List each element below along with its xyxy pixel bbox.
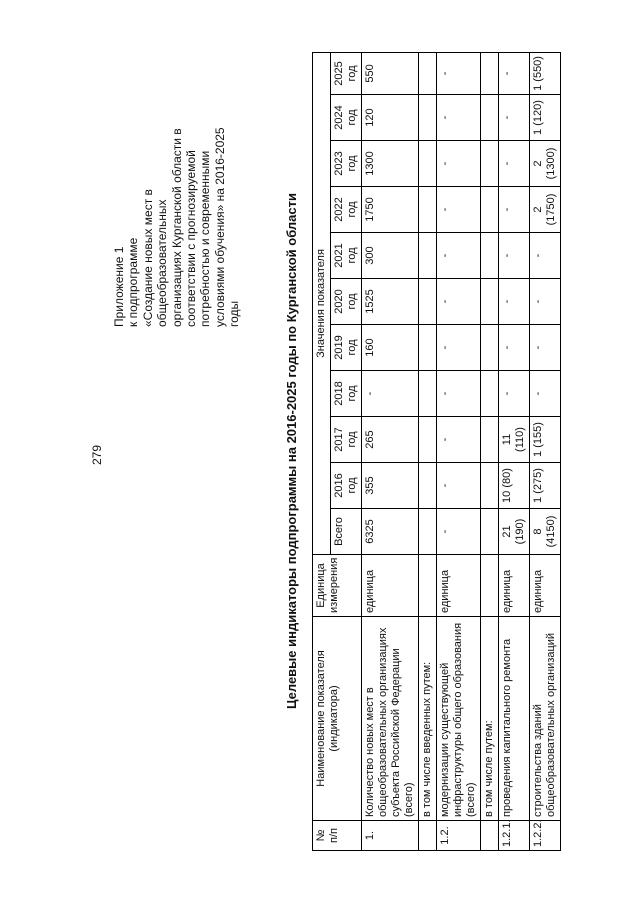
header-total: Всего	[331, 509, 362, 555]
cell-empty	[481, 417, 499, 463]
cell-year-value: 1750	[362, 187, 419, 233]
cell-name: в том числе введенных путем:	[419, 617, 437, 821]
header-name: Наименование показателя (индикатора)	[313, 617, 362, 821]
cell-year-value: 1525	[362, 279, 419, 325]
table-title: Целевые индикаторы подпрограммы на 2016-2025 годы по Курганской области	[284, 193, 299, 710]
cell-year-value: 265	[362, 417, 419, 463]
cell-year-value: -	[437, 187, 481, 233]
cell-empty	[419, 509, 437, 555]
cell-empty	[481, 371, 499, 417]
header-year: 2024 год	[331, 95, 362, 141]
header-row-1	[313, 52, 331, 850]
cell-year-value: -	[499, 233, 530, 279]
cell-total: 8 (4150)	[530, 509, 561, 555]
cell-unit: единица	[499, 555, 530, 617]
cell-year-value: 120	[362, 95, 419, 141]
cell-year-value: 11 (110)	[499, 417, 530, 463]
appendix-line: соответствии с прогнозируемой	[184, 150, 199, 327]
appendix-line: организациях Курганской области в	[169, 128, 184, 327]
cell-empty	[419, 187, 437, 233]
cell-year-value: 2 (1750)	[530, 187, 561, 233]
cell-year-value: -	[437, 141, 481, 187]
header-year: 2018 год	[331, 371, 362, 417]
cell-year-value: -	[437, 233, 481, 279]
cell-year-value: 1 (120)	[530, 95, 561, 141]
header-year: 2023 год	[331, 141, 362, 187]
cell-year-value: -	[499, 279, 530, 325]
cell-empty	[481, 141, 499, 187]
cell-empty	[419, 233, 437, 279]
cell-year-value: -	[499, 141, 530, 187]
cell-num: 1.2.2.	[530, 821, 561, 851]
cell-year-value: -	[437, 52, 481, 94]
cell-year-value: -	[437, 95, 481, 141]
cell-empty	[419, 417, 437, 463]
cell-total: -	[437, 509, 481, 555]
cell-empty	[481, 52, 499, 94]
table-row	[481, 52, 499, 850]
cell-year-value: 1 (155)	[530, 417, 561, 463]
header-year: 2025 год	[331, 52, 362, 94]
cell-year-value: 2 (1300)	[530, 141, 561, 187]
cell-year-value: -	[499, 52, 530, 94]
cell-name: строительства зданий общеобразовательных организаций	[530, 617, 561, 821]
cell-empty	[419, 371, 437, 417]
cell-total: 21 (190)	[499, 509, 530, 555]
cell-empty	[481, 555, 499, 617]
cell-year-value: 160	[362, 325, 419, 371]
cell-unit: единица	[437, 555, 481, 617]
appendix-line: годы	[227, 300, 242, 327]
cell-year-value: -	[437, 417, 481, 463]
cell-year-value: 550	[362, 52, 419, 94]
cell-empty	[419, 95, 437, 141]
cell-name: в том числе путем:	[481, 617, 499, 821]
cell-year-value: 300	[362, 233, 419, 279]
cell-num	[481, 821, 499, 851]
cell-total: 6325	[362, 509, 419, 555]
header-year: 2019 год	[331, 325, 362, 371]
table-row	[362, 52, 419, 850]
cell-num: 1.	[362, 821, 419, 851]
appendix-line: Приложение 1	[112, 246, 126, 327]
cell-year-value: -	[437, 371, 481, 417]
cell-year-value: 1 (275)	[530, 463, 561, 509]
cell-empty	[481, 233, 499, 279]
cell-name: Количество новых мест в общеобразовательных организациях субъекта Российской Федерации (всего)	[362, 617, 419, 821]
cell-num: 1.2.1.	[499, 821, 530, 851]
cell-empty	[419, 279, 437, 325]
cell-year-value: -	[530, 371, 561, 417]
cell-year-value: -	[362, 371, 419, 417]
cell-empty	[419, 555, 437, 617]
cell-year-value: 1300	[362, 141, 419, 187]
cell-year-value: 10 (80)	[499, 463, 530, 509]
table-row	[530, 52, 561, 850]
cell-empty	[481, 463, 499, 509]
cell-year-value: -	[499, 187, 530, 233]
cell-year-value: -	[530, 233, 561, 279]
cell-year-value: -	[499, 371, 530, 417]
page-number: 279	[90, 444, 104, 465]
cell-year-value: -	[499, 95, 530, 141]
appendix-caption	[112, 65, 242, 327]
cell-empty	[481, 509, 499, 555]
cell-empty	[419, 325, 437, 371]
cell-empty	[481, 95, 499, 141]
header-year: 2016 год	[331, 463, 362, 509]
cell-num	[419, 821, 437, 851]
appendix-line: условиями обучения» на 2016-2025	[212, 127, 227, 327]
table-row	[437, 52, 481, 850]
appendix-line: потребностью и современными	[198, 150, 213, 327]
cell-year-value: -	[530, 279, 561, 325]
cell-year-value: -	[437, 279, 481, 325]
cell-empty	[481, 187, 499, 233]
cell-year-value: -	[437, 463, 481, 509]
header-year: 2020 год	[331, 279, 362, 325]
cell-empty	[419, 141, 437, 187]
cell-year-value: 1 (550)	[530, 52, 561, 94]
appendix-line: «Создание новых мест в	[140, 189, 155, 327]
cell-year-value: -	[437, 325, 481, 371]
cell-empty	[481, 279, 499, 325]
cell-empty	[419, 463, 437, 509]
cell-empty	[419, 52, 437, 94]
header-unit: Единица измерения	[313, 555, 362, 617]
table-row	[499, 52, 530, 850]
cell-empty	[481, 325, 499, 371]
cell-year-value: -	[530, 325, 561, 371]
header-num: № п/п	[313, 821, 362, 851]
cell-name: модернизации существующей инфраструктуры общего образования (всего)	[437, 617, 481, 821]
cell-unit: единица	[530, 555, 561, 617]
table-row	[419, 52, 437, 850]
header-values-group: Значения показателя	[313, 52, 331, 554]
cell-name: проведения капитального ремонта	[499, 617, 530, 821]
appendix-line: к подпрограмме	[126, 237, 141, 327]
cell-year-value: 355	[362, 463, 419, 509]
appendix-line: общеобразовательных	[155, 199, 170, 327]
cell-num: 1.2.	[437, 821, 481, 851]
header-year: 2021 год	[331, 233, 362, 279]
cell-year-value: -	[499, 325, 530, 371]
header-year: 2022 год	[331, 187, 362, 233]
header-year: 2017 год	[331, 417, 362, 463]
indicators-table	[312, 52, 561, 851]
table-body	[362, 52, 561, 850]
cell-unit: единица	[362, 555, 419, 617]
